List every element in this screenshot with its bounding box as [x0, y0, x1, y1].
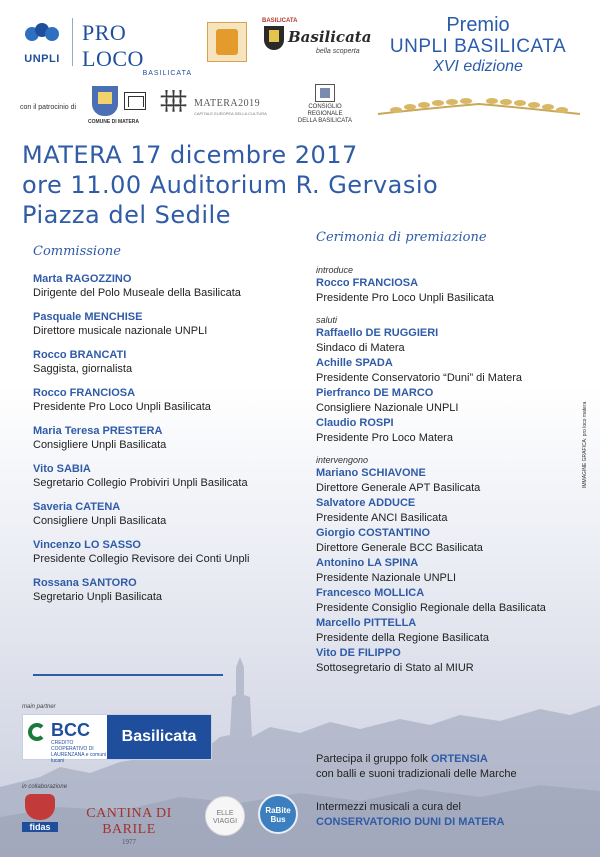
cantina-barile-logo [70, 806, 188, 846]
person-name: Vincenzo LO SASSO [33, 539, 141, 551]
header-divider [72, 18, 73, 66]
consiglio-regionale-logo [290, 84, 360, 125]
person-role: Presidente Conservatorio “Duni” di Matera [316, 372, 523, 384]
person-name: Maria Teresa PRESTERA [33, 425, 163, 437]
musica-note [316, 800, 586, 830]
wheat-icon [372, 84, 586, 124]
person-name: Rocco FRANCIOSA [316, 277, 419, 289]
matera2019-glyph-icon: ‡‡‡ [160, 86, 181, 116]
cantina-year: 1977 [122, 838, 136, 846]
image-credit-text: IMMAGINE GRAFICA: pro loco matera [582, 401, 588, 488]
person-role: Direttore Generale APT Basilicata [316, 482, 481, 494]
consiglio-regionale-icon [315, 84, 335, 102]
section-divider [33, 674, 223, 676]
person-role: Dirigente del Polo Museale della Basilicata [33, 287, 241, 299]
proloco-name: PRO LOCO [82, 20, 144, 71]
main-partner-label: main partner [22, 704, 56, 710]
list-item [33, 348, 293, 376]
person-name: Mariano SCHIAVONE [316, 467, 426, 479]
basilicata-shield-icon [264, 26, 284, 50]
person-name: Giorgio COSTANTINO [316, 527, 431, 539]
person-name: Marcello PITTELLA [316, 617, 417, 629]
premio-title [378, 14, 578, 77]
proloco-logo [82, 20, 192, 77]
list-item [316, 356, 596, 386]
comune-matera-crest-icon [92, 86, 118, 116]
person-role: Segretario Collegio Probiviri Unpli Basilicata [33, 477, 248, 489]
person-name: Saveria CATENA [33, 501, 121, 513]
fidas-heart-icon [25, 794, 55, 820]
introduce-section [316, 264, 596, 306]
list-item [316, 616, 596, 646]
person-name: Marta RAGOZZINO [33, 273, 132, 285]
person-name: Pasquale MENCHISE [33, 311, 143, 323]
person-name: Francesco MOLLICA [316, 587, 425, 599]
commissione-list [33, 272, 293, 614]
event-date: MATERA 17 dicembre 2017 [22, 141, 358, 169]
basilicata-word: Basilicata [288, 28, 372, 46]
list-item [33, 462, 293, 490]
saluti-section [316, 314, 596, 446]
person-name: Rossana SANTORO [33, 577, 137, 589]
person-name: Rocco BRANCATI [33, 349, 127, 361]
unpli-label: UNPLI [24, 53, 60, 65]
person-role: Sindaco di Matera [316, 342, 405, 354]
list-item [33, 386, 293, 414]
list-item [316, 646, 596, 676]
bcc-region: Basilicata [107, 715, 211, 759]
person-role: Presidente Collegio Revisore dei Conti Unpli [33, 553, 250, 565]
basilicata-logo [262, 18, 372, 62]
cerimonia-title: Cerimonia di premiazione [316, 230, 487, 245]
ellevi-logo [205, 796, 245, 836]
person-name: Rocco FRANCIOSA [33, 387, 136, 399]
folk-post: con balli e suoni tradizionali delle Marche [316, 768, 517, 780]
unesco-icon [124, 92, 146, 110]
person-role: Sottosegretario di Stato al MIUR [316, 662, 474, 674]
image-credit [582, 401, 590, 488]
rabite-label: RaBite Bus [265, 806, 291, 824]
list-item [316, 586, 596, 616]
person-role: Presidente Pro Loco Matera [316, 432, 453, 444]
unpli-mark-icon [22, 20, 62, 48]
person-role: Consigliere Nazionale UNPLI [316, 402, 459, 414]
list-item [316, 326, 596, 356]
orange-badge-icon [207, 22, 247, 62]
person-name: Raffaello DE RUGGIERI [316, 327, 439, 339]
folk-name: ORTENSIA [430, 753, 488, 765]
person-name: Vito SABIA [33, 463, 91, 475]
premio-line1: Premio [446, 14, 510, 36]
person-role: Consigliere Unpli Basilicata [33, 515, 167, 527]
person-name: Vito DE FILIPPO [316, 647, 401, 659]
saluti-tag: saluti [316, 315, 338, 325]
list-item [33, 538, 293, 566]
person-name: Salvatore ADDUCE [316, 497, 416, 509]
person-role: Segretario Unpli Basilicata [33, 591, 163, 603]
bcc-title: BCC [51, 720, 90, 740]
list-item [316, 466, 596, 496]
consiglio-line1: CONSIGLIO REGIONALE [307, 104, 343, 117]
person-name: Antonino LA SPINA [316, 557, 419, 569]
person-role: Presidente Pro Loco Unpli Basilicata [33, 401, 211, 413]
unpli-logo [18, 20, 66, 66]
list-item [33, 500, 293, 528]
premio-line3: XVI edizione [433, 58, 523, 75]
basilicata-region-tag: BASILICATA [262, 18, 298, 24]
list-item [316, 496, 596, 526]
cantina-name: CANTINA DI BARILE [86, 806, 172, 837]
list-item [33, 272, 293, 300]
person-role: Consigliere Unpli Basilicata [33, 439, 167, 451]
commissione-title: Commissione [33, 244, 121, 259]
intervengono-tag: intervengono [316, 455, 369, 465]
event-place: Piazza del Sedile [22, 201, 231, 229]
comune-matera-label: COMUNE DI MATERA [88, 119, 140, 125]
folk-pre: Partecipa il gruppo folk [316, 753, 431, 765]
list-item [33, 310, 293, 338]
introduce-tag: introduce [316, 265, 354, 275]
list-item [316, 526, 596, 556]
patrocinio-label: con il patrocinio di [20, 104, 77, 111]
person-role: Saggista, giornalista [33, 363, 133, 375]
list-item [316, 416, 596, 446]
rabite-bus-logo [258, 794, 298, 834]
bcc-sub: CREDITO COOPERATIVO DI LAURENZANA e comuni lucani [51, 740, 107, 764]
matera2019-sub: CAPITALE EUROPEA DELLA CULTURA [194, 111, 267, 116]
intervengono-section [316, 454, 596, 676]
person-name: Claudio ROSPI [316, 417, 394, 429]
person-role: Presidente della Regione Basilicata [316, 632, 490, 644]
list-item [316, 386, 596, 416]
person-role: Presidente ANCI Basilicata [316, 512, 448, 524]
person-role: Direttore musicale nazionale UNPLI [33, 325, 208, 337]
matera2019-logo [160, 86, 278, 122]
person-name: Achille SPADA [316, 357, 393, 369]
matera2019-name: MATERA2019 [194, 98, 261, 109]
musica-name: CONSERVATORIO DUNI DI MATERA [316, 816, 505, 828]
bcc-basilicata-logo [22, 714, 212, 764]
list-item [316, 556, 596, 586]
fidas-logo [22, 794, 58, 834]
premio-line2: UNPLI BASILICATA [389, 36, 567, 57]
person-name: Pierfranco DE MARCO [316, 387, 434, 399]
collab-label: in collaborazione [22, 784, 68, 790]
person-role: Direttore Generale BCC Basilicata [316, 542, 483, 554]
list-item [33, 576, 293, 604]
person-role: Presidente Nazionale UNPLI [316, 572, 457, 584]
cerimonia-list [316, 264, 596, 684]
event-info [22, 140, 438, 230]
consiglio-line2: DELLA BASILICATA [297, 118, 353, 124]
bcc-mark-icon [28, 723, 46, 741]
event-time-venue: ore 11.00 Auditorium R. Gervasio [22, 171, 439, 199]
list-item [316, 276, 596, 306]
basilicata-tagline: bella scoperta [316, 48, 360, 55]
list-item [33, 424, 293, 452]
folk-note [316, 752, 586, 782]
musica-pre: Intermezzi musicali a cura del [316, 801, 461, 813]
ellevi-label: ELLE VIAGGI [212, 810, 238, 825]
fidas-label: fidas [22, 822, 58, 832]
person-role: Presidente Pro Loco Unpli Basilicata [316, 292, 494, 304]
person-role: Presidente Consiglio Regionale della Basilicata [316, 602, 546, 614]
proloco-sub: BASILICATA [142, 70, 192, 77]
